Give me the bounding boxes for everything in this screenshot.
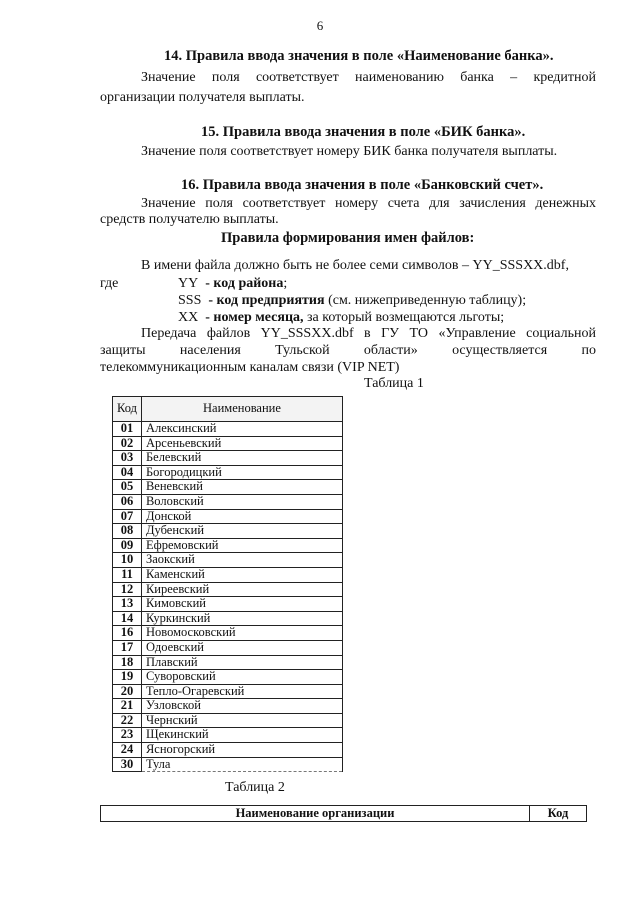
district-name: Тепло-Огаревский [141, 684, 342, 699]
table-row [113, 480, 343, 495]
table-row [113, 640, 343, 655]
district-code: 06 [113, 494, 142, 509]
district-name: Суворовский [141, 670, 342, 685]
table-row [113, 611, 343, 626]
file-naming-intro: В имени файла должно быть не более семи символов – YY_SSSXX.dbf, [141, 258, 569, 273]
table-row [113, 597, 343, 612]
sss-desc: - код предприятия [208, 293, 325, 308]
districts-table-body [113, 422, 343, 772]
district-code: 19 [113, 670, 142, 685]
table-row [113, 713, 343, 728]
where-label: где [100, 276, 119, 291]
table-row [113, 757, 343, 772]
section-15-line1: Значение поля соответствует номеру БИК банка получателя выплаты. [141, 144, 558, 159]
section-16-heading: 16. Правила ввода значения в поле «Банковский счет». [181, 177, 544, 193]
district-code: 01 [113, 422, 142, 437]
district-code: 21 [113, 699, 142, 714]
district-name: Чернский [141, 713, 342, 728]
table-row [113, 655, 343, 670]
district-name: Ефремовский [141, 538, 342, 553]
district-code: 14 [113, 611, 142, 626]
district-code: 13 [113, 597, 142, 612]
org-code-column-header: Код [530, 806, 587, 822]
district-code: 09 [113, 538, 142, 553]
table1-caption: Таблица 1 [364, 376, 424, 391]
district-name: Ясногорский [141, 743, 342, 758]
sss-line [178, 293, 526, 309]
district-name: Тула [141, 757, 342, 772]
table-row [113, 626, 343, 641]
district-name: Дубенский [141, 524, 342, 539]
table-row [113, 670, 343, 685]
xx-desc: - номер месяца, [205, 310, 304, 325]
table-row [113, 567, 343, 582]
districts-table [112, 396, 343, 772]
yy-desc: - код района [205, 276, 284, 291]
table-row [113, 524, 343, 539]
org-name-column-header: Наименование организации [101, 806, 530, 822]
district-code: 10 [113, 553, 142, 568]
table-row [113, 728, 343, 743]
district-name: Алексинский [141, 422, 342, 437]
yy-tail: ; [283, 276, 288, 291]
district-name: Кимовский [141, 597, 342, 612]
section-16-line1: Значение поля соответствует номеру счета для зачисления денежных [141, 196, 596, 211]
transfer-line1: Передача файлов YY_SSSXX.dbf в ГУ ТО «Управление социальной [141, 326, 596, 341]
district-code: 12 [113, 582, 142, 597]
section-14-line2: организации получателя выплаты. [100, 90, 305, 105]
transfer-line3: телекоммуникационным каналам связи (VIP NET) [100, 360, 400, 375]
xx-tail: за который возмещаются льготы; [303, 310, 505, 325]
table-row [113, 509, 343, 524]
yy-code: YY [178, 276, 199, 291]
district-name: Арсеньевский [141, 436, 342, 451]
district-name: Плавский [141, 655, 342, 670]
district-code: 02 [113, 436, 142, 451]
district-name: Заокский [141, 553, 342, 568]
district-code: 24 [113, 743, 142, 758]
table-row [113, 582, 343, 597]
table2-caption: Таблица 2 [225, 780, 285, 795]
table-row [113, 684, 343, 699]
district-code: 05 [113, 480, 142, 495]
table-row [113, 538, 343, 553]
table-row [113, 465, 343, 480]
organizations-table [100, 805, 587, 822]
district-name: Донской [141, 509, 342, 524]
district-code: 17 [113, 640, 142, 655]
district-code: 16 [113, 626, 142, 641]
table-row [113, 422, 343, 437]
section-15-heading: 15. Правила ввода значения в поле «БИК банка». [201, 124, 526, 140]
table-header-row [101, 806, 587, 822]
table-row [113, 436, 343, 451]
transfer-line2: защиты населения Тульской области» осуществляется по [100, 343, 596, 358]
district-code: 08 [113, 524, 142, 539]
district-name: Воловский [141, 494, 342, 509]
code-column-header: Код [113, 397, 142, 422]
district-name: Одоевский [141, 640, 342, 655]
district-name: Каменский [141, 567, 342, 582]
district-code: 07 [113, 509, 142, 524]
yy-line [178, 276, 287, 292]
district-code: 30 [113, 757, 142, 772]
file-naming-heading: Правила формирования имен файлов: [221, 230, 475, 246]
district-code: 18 [113, 655, 142, 670]
district-name: Щекинский [141, 728, 342, 743]
sss-tail: (см. нижеприведенную таблицу); [324, 293, 527, 308]
district-name: Киреевский [141, 582, 342, 597]
xx-line [178, 310, 504, 326]
district-name: Веневский [141, 480, 342, 495]
district-code: 04 [113, 465, 142, 480]
sss-code: SSS [178, 293, 202, 308]
district-name: Узловской [141, 699, 342, 714]
table-row [113, 494, 343, 509]
district-name: Новомосковский [141, 626, 342, 641]
district-name: Куркинский [141, 611, 342, 626]
district-name: Богородицкий [141, 465, 342, 480]
section-14-heading: 14. Правила ввода значения в поле «Наименование банка». [164, 48, 554, 64]
district-code: 22 [113, 713, 142, 728]
table-row [113, 699, 343, 714]
section-14-line1: Значение поля соответствует наименованию банка – кредитной [141, 70, 596, 85]
table-row [113, 743, 343, 758]
name-column-header: Наименование [141, 397, 342, 422]
table-row [113, 553, 343, 568]
district-name: Белевский [141, 451, 342, 466]
page-number: 6 [316, 18, 324, 33]
table-header-row [113, 397, 343, 422]
table-row [113, 451, 343, 466]
xx-code: XX [178, 310, 199, 325]
district-code: 20 [113, 684, 142, 699]
district-code: 23 [113, 728, 142, 743]
district-code: 11 [113, 567, 142, 582]
district-code: 03 [113, 451, 142, 466]
section-16-line2: средств получателю выплаты. [100, 212, 279, 227]
